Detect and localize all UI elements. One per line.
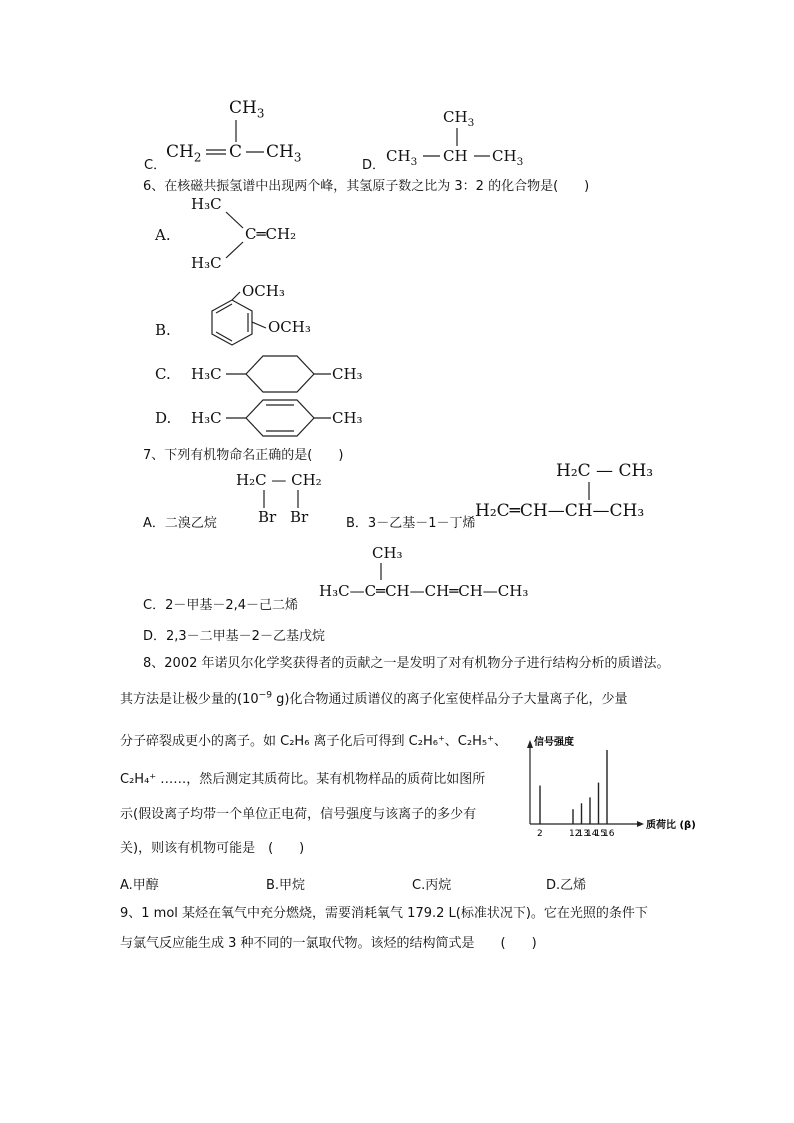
q7-b-chain: H₂C═CH—CH—CH₃	[475, 501, 645, 521]
q8-line-2: 其方法是让极少量的($10^{-9}$ g)化合物通过质谱仪的离子化室使样品分子大量离子化，少量	[120, 690, 628, 707]
q6-stem: 6、在核磁共振氢谱中出现两个峰，其氢原子数之比为 3：2 的化合物是( )	[143, 179, 590, 194]
q6-c-right-methyl: CH₃	[332, 365, 363, 383]
chart-tick-16: 16	[603, 829, 615, 839]
q5-d-right-group: $CH_3$	[492, 147, 524, 168]
q6-b-label: B.	[155, 321, 171, 339]
q6-d-label: D.	[155, 409, 172, 427]
q7-c-chain: H₃C—C═CH—CH═CH—CH₃	[319, 582, 529, 600]
q7-a-text: A．二溴乙烷	[143, 516, 217, 531]
q8-line-6: 关)，则该有机物可能是 ( )	[120, 841, 305, 856]
q7-stem: 7、下列有机物命名正确的是( )	[143, 448, 344, 463]
q5-d-label: D．	[362, 158, 386, 173]
q6-a-top-methyl: H₃C	[191, 195, 222, 213]
chart-tick-12: 12	[569, 829, 581, 839]
q5-d-left-group: $CH_3$	[386, 147, 418, 168]
q8-line-5: 示(假设离子均带一个单位正电荷，信号强度与该离子的多少有	[120, 807, 477, 822]
mass-spectrum-chart	[520, 730, 700, 840]
q7-c-text: C．2－甲基－2,4－己二烯	[143, 598, 299, 613]
q8-line-3: 分子碎裂成更小的离子。如 C₂H₆ 离子化后可得到 C₂H₆⁺、C₂H₅⁺、	[120, 734, 507, 749]
q6-c-label: C.	[155, 365, 171, 383]
q8-line-1: 8、2002 年诺贝尔化学奖获得者的贡献之一是发明了对有机物分子进行结构分析的质谱法。	[143, 656, 670, 671]
q9-line-1: 9、1 mol 某烃在氧气中充分燃烧，需要消耗氧气 179.2 L(标准状况下)。它在光照的条件下	[120, 906, 648, 921]
q5-c-right-group: $CH_3$	[266, 142, 302, 165]
q7-a-structure-top: H₂C — CH₂	[236, 471, 322, 489]
q8-line-4: C₂H₄⁺ ……，然后测定其质荷比。某有机物样品的质荷比如图所	[120, 772, 486, 787]
chart-tick-15: 15	[594, 829, 606, 839]
q8-option-c[interactable]: C.丙烷	[412, 878, 452, 893]
q8-option-d[interactable]: D.乙烯	[546, 878, 587, 893]
q7-c-bond	[0, 0, 1, 1]
chart-x-label: 质荷比 (β)	[646, 820, 696, 831]
q7-d-text: D．2,3－二甲基－2－乙基戊烷	[143, 629, 325, 644]
q5-c-left-group: $CH_2$	[166, 142, 202, 165]
q6-a-alkene: C═CH₂	[245, 225, 297, 243]
q6-a-label: A.	[155, 226, 171, 244]
q8-option-a[interactable]: A.甲醇	[120, 878, 159, 893]
q6-d-right-methyl: CH₃	[332, 409, 363, 427]
q5-c-label: C．	[144, 158, 167, 173]
q7-b-ethyl: H₂C — CH₃	[556, 461, 654, 481]
q8-option-b[interactable]: B.甲烷	[266, 878, 306, 893]
q6-b-methoxy-2: OCH₃	[268, 318, 311, 336]
q7-c-methyl: CH₃	[372, 544, 403, 562]
chart-x-arrow	[637, 821, 644, 827]
q7-b-text: B．3－乙基－1－丁烯	[346, 516, 476, 531]
q9-line-2: 与氯气反应能生成 3 种不同的一氯取代物。该烃的结构简式是 ( )	[120, 936, 537, 951]
q5-c-center-atom: C	[229, 142, 243, 162]
chart-tick-14: 14	[586, 829, 598, 839]
chart-tick-2: 2	[537, 829, 543, 839]
q5-d-center-group: CH	[443, 147, 468, 165]
chart-tick-13: 13	[577, 829, 589, 839]
q6-d-left-methyl: H₃C	[191, 409, 222, 427]
q6-a-bottom-methyl: H₃C	[191, 254, 222, 272]
q6-c-left-methyl: H₃C	[191, 365, 222, 383]
chart-y-label: 信号强度	[534, 737, 574, 748]
q6-b-methoxy-1: OCH₃	[242, 282, 285, 300]
q7-a-br2: Br	[290, 508, 309, 526]
q7-a-br1: Br	[258, 508, 277, 526]
chart-y-arrow	[527, 740, 533, 748]
q5-d-top-group: $CH_3$	[443, 108, 475, 129]
q5-c-top-group: $CH_3$	[229, 98, 265, 121]
